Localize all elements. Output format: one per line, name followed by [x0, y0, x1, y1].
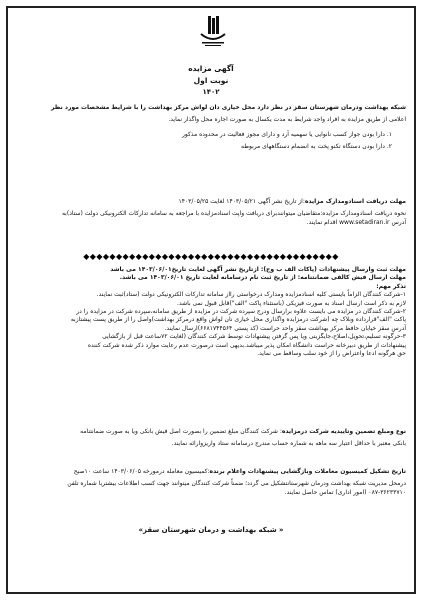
notice-page — [6, 6, 416, 594]
deadline-method: نحوه دریافت اسنادومدارک مزایده:متقاضیان میتوانندبرای دریافت واپت اسنادمزایده با مراجعه به سامانه تدارکات الکترونیکی دولت (ستاد)به — [61, 210, 406, 218]
note-2-line-2: پاکت "الف"قرارداده وبلاک چه (شرکت درمزایده واگذاری محل خیاری نان لواش واقع درمرکز بهداشت)واصل را از طریق پست پیشتازبه — [70, 316, 406, 324]
note-3-line-2: پیشنهادات از طریق دبیرخانه حراست دانشگاه امکان پذیر میباشد.بدیهی است درصورت عدم رعایت موارد ذکر شده شرکت کننده — [87, 341, 406, 349]
important-note-label: تذکر مهم: — [376, 282, 406, 290]
guarantee-text-2: بانکی معتبر با حداقل اعتبار سه ماهه به شماره حساب مندرج درسامانه ستاد واریزوارائه نمایند. — [171, 440, 406, 448]
intro-line-1: شبکه بهداشت ودرمان شهرستان سقز در نظر دارد محل خیاری دان لواش مرکز بهداشت را با شرایط مشخصات مورد نظر — [50, 104, 406, 111]
submission-section — [16, 266, 406, 358]
note-2-line-3: آدرس سقز خیابان حافظ مرکز بهداشت سقز واحد حراست (کد پستی ۶۶۸۱۷۴۴۵۶۴)ارسال نمایند. — [164, 324, 406, 332]
deadline-address: آدرس www.setadiran.ir اقدام نمایند. — [306, 218, 406, 226]
notice-round: نوبت اول — [193, 76, 229, 85]
section-divider: ◆◆◆◆◆◆◆◆◆◆◆◆◆◆◆◆◆◆◆◆◆◆◆◆◆◆◆◆◆◆◆◆◆◆◆◆◆◆◆ — [83, 252, 339, 261]
meeting-text-2: درمحل مدیریت شبکه بهداشت ودرمان شهرستانتشکیل می گردد؛ ضمناً شرکت کنندگان میتوانند جهت کسب اطلاعات بیشتربا شماره تلفن — [67, 480, 406, 488]
guarantee-deadline: مهلت ارسال فیش کالفی ضمانتنامه: از تاریخ ثبت نام درسامانه لغایت تاریخ ۱۴۰۳/۰۶/۰۱ می باشد. — [119, 274, 406, 282]
condition-item-1: ۱. دارا بودن جواز کسب نانوایی یا سهمیه آرد و دارای مجوز فعالیت در محدوده مذکور — [181, 130, 392, 138]
note-3-line-3: حق هرگونه ادعا واعتراض را از خود سلب وساقط می نماید. — [257, 350, 406, 358]
ministry-logo — [193, 14, 233, 48]
intro-line-2: اعلامی از طریق مزایده به افراد واجد شرایط به مدت یکسال به صورت اجاره محل واگذار نماید. — [168, 116, 406, 124]
issuer-footer: « شبکه بهداشت و درمان شهرستان سقز» — [138, 526, 284, 534]
intro-section — [16, 104, 406, 152]
guarantee-label: نوع ومبلغ تضمین وتاییدیه شرکت درمزایده — [281, 428, 406, 435]
condition-item-2: ۲. دارا بودن دستگاه تکنو پخت به انضمام دستگاههای مربوطه — [240, 143, 392, 151]
submission-deadline: مهلت ثبت وارسال پیشنهادات (پاکات الف ب وج): ازتاریخ نشر آگهی لغایت تاریخ۱۴۰۳/۰۶/۰۱ می باشد — [110, 266, 406, 273]
meeting-section — [16, 468, 406, 497]
guarantee-text: : شرکت کنندگان مبلغ تضمین را بصورت اصل فیش بانکی ویا به صورت ضمانتنامه — [80, 428, 282, 435]
meeting-text: :کمیسیون معامله درمورخه ۱۴۰۳/۰۶/۰۵ ساعت ۱۰صبح — [73, 468, 210, 475]
note-3-line-1: ۳-حرگونه تسلیم،تحویل،اصلاح،جایگزینی ویا پس گرفتن پیشنهادات توسط شرکت کنندگان (لغایت ۷۲ساعت قبل از بازگشایی — [102, 333, 406, 341]
deadline-label: مهلت دریافت اسنادومدارک مزایده — [304, 198, 406, 205]
notice-year: ۱۴۰۲ — [202, 88, 220, 96]
notice-title: آگهی مزایده — [188, 64, 234, 73]
note-2-line-1: ۲-شرکت کنندگان در مزایده می بایست علاوه برارسال ودرج سپرده شرکت در مزایده از طریق سامانه،سپرده شرکت در مزایده را در — [76, 308, 406, 316]
deadline-section — [16, 198, 406, 227]
meeting-contact: ۰۸۷-۳۶۲۳۳۷۱۰ (امور اداری) تماس حاصل نمایند. — [284, 488, 406, 496]
guarantee-section — [16, 428, 406, 449]
meeting-label: تاریخ تشکیل کمیسیون معاملات وبازگشایی پیشنهادات واعلام برنده — [209, 468, 406, 475]
note-1-line-1: ۱-شرکت کنندگان الزاماً بایستی کلیه اسنادمزایده ومدارک درخواستی رااز سامانه تدارکات الکترونیکی دولت (ستاد)ثبت نمایند. — [96, 291, 406, 299]
note-1-line-2: لازم به ذکر است ارسال اسناد به صورت فیزیکی (باستثناء پاکت "الف")قابل قبول نمی باشد. — [177, 299, 406, 307]
deadline-dates: :از تاریخ نشر آگهی ۱۴۰۳/۰۵/۲۱ لغایت ۱۴۰۳/۰۵/۲۵ — [178, 198, 305, 205]
